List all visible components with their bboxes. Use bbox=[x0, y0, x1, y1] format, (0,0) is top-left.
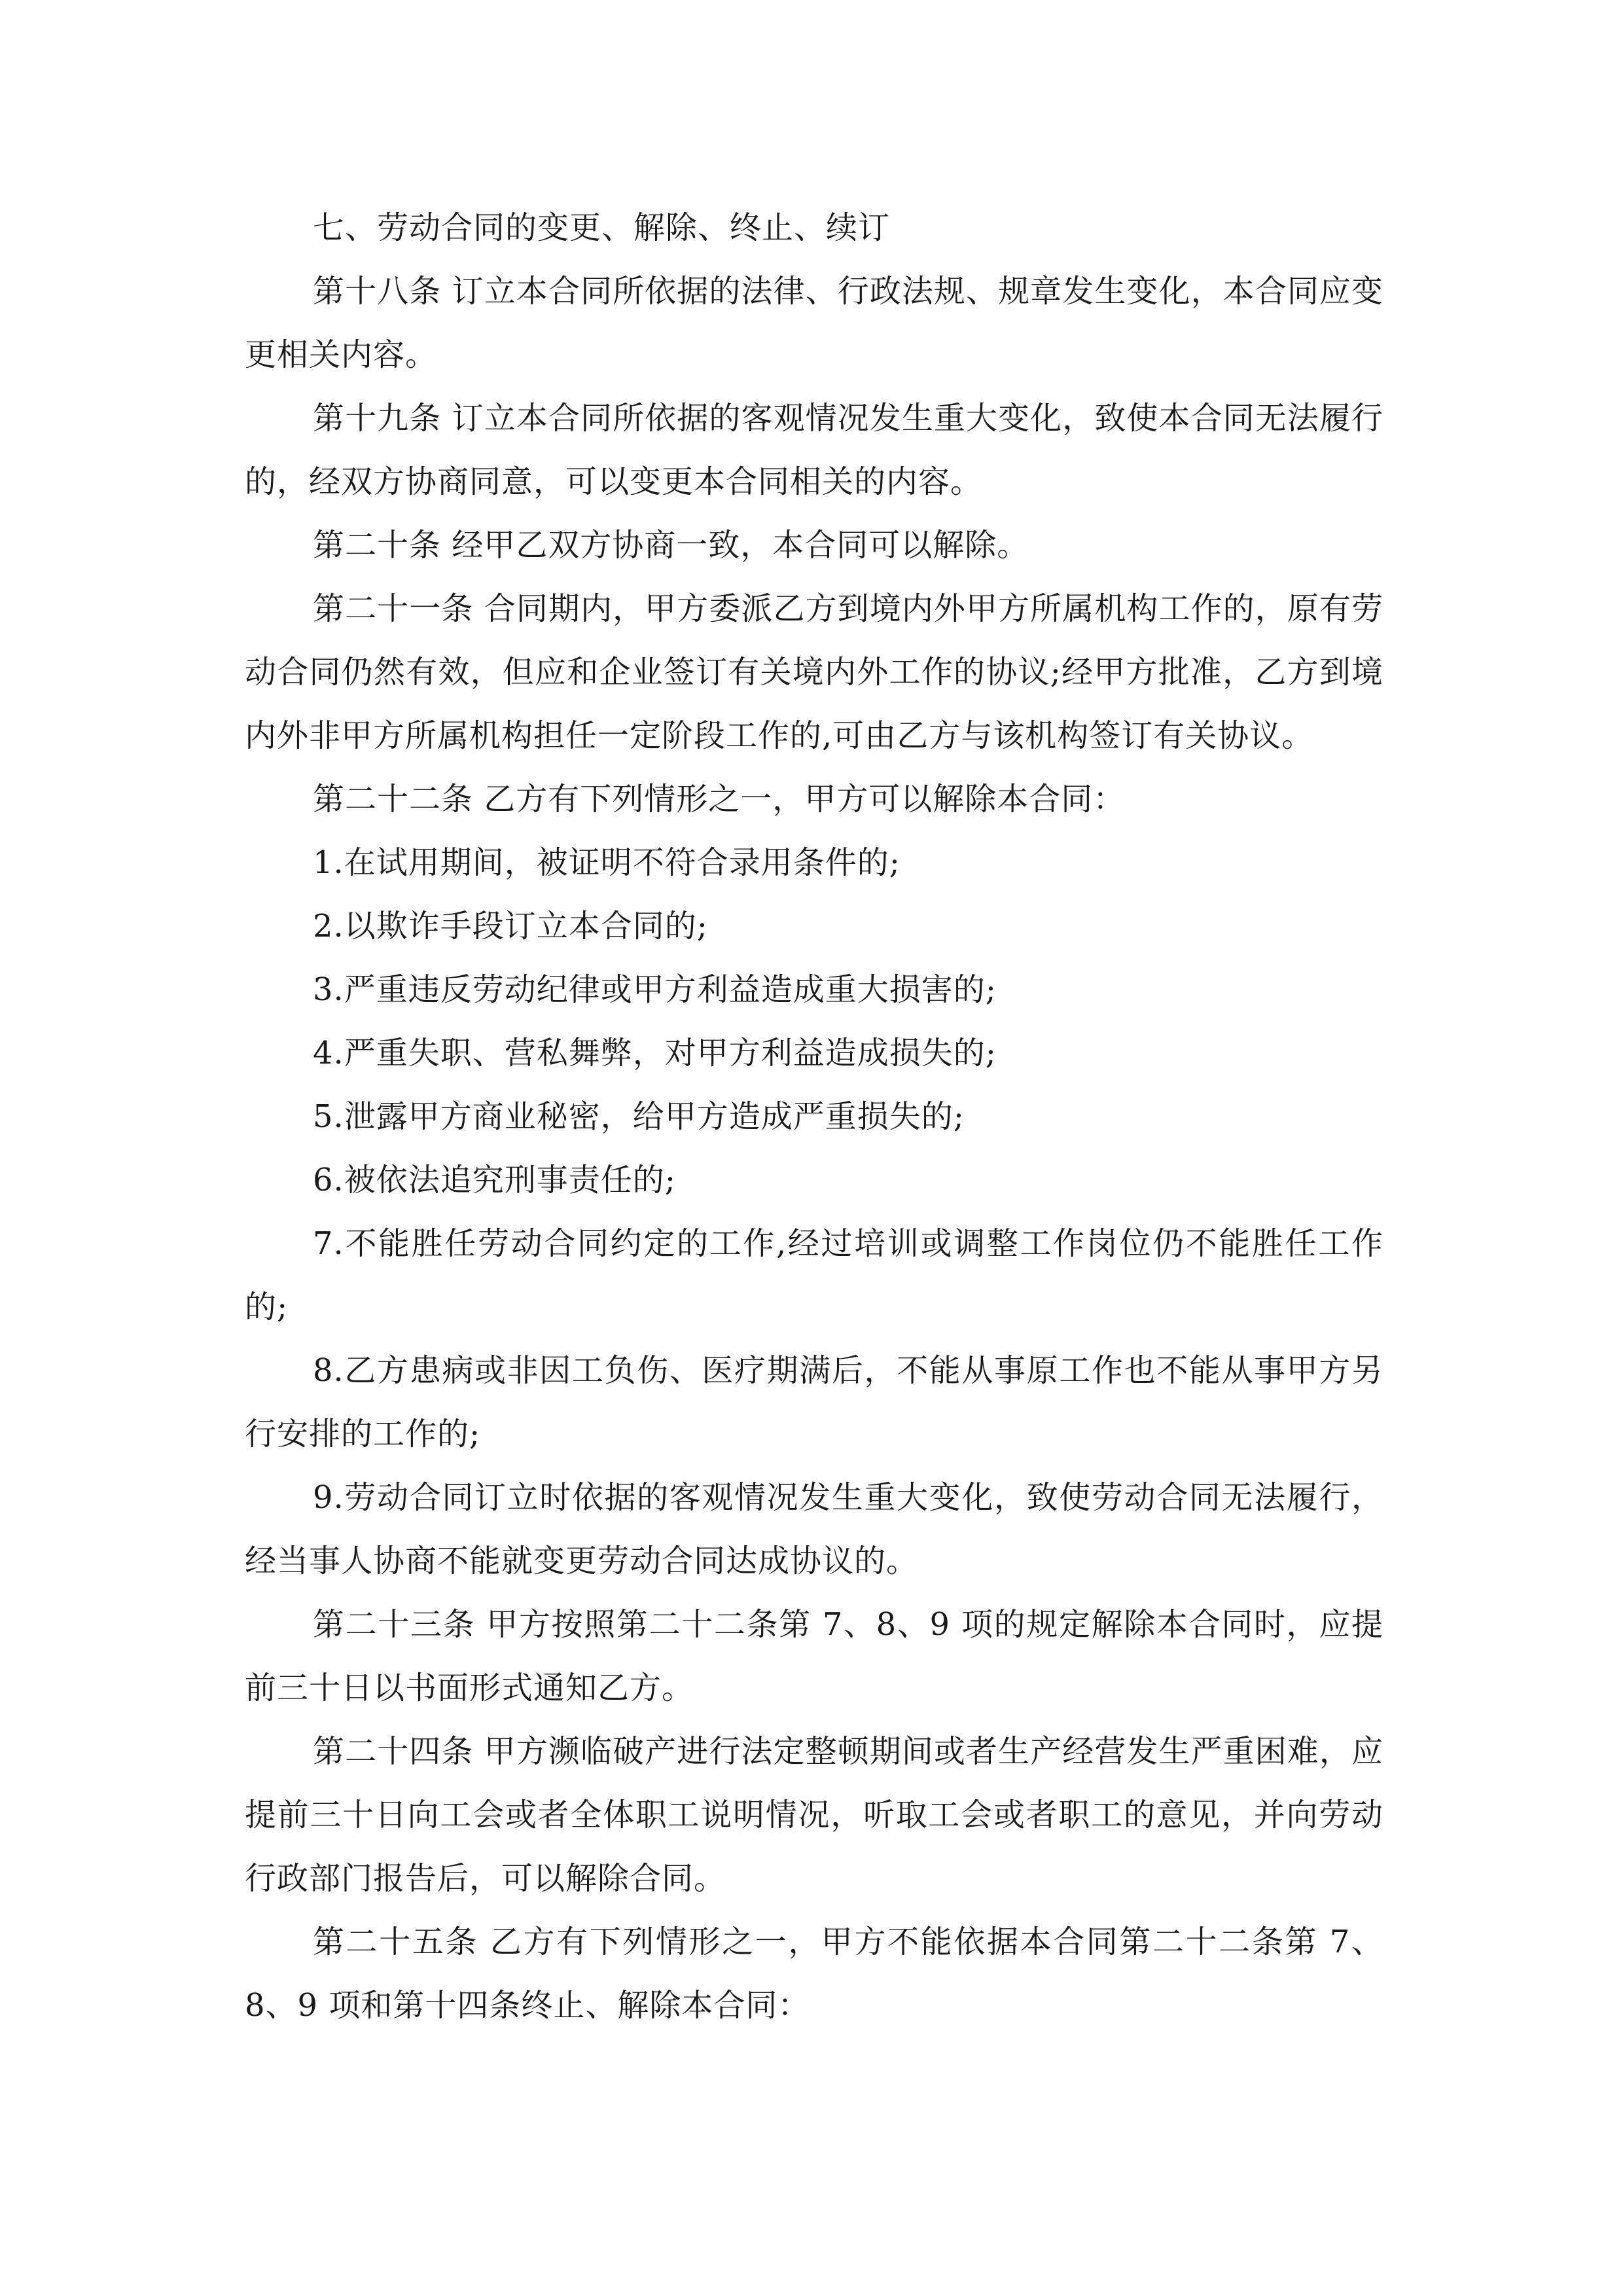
list-item-7: 7.不能胜任劳动合同约定的工作,经过培训或调整工作岗位仍不能胜任工作的; bbox=[245, 1225, 1383, 1325]
list-item-4: 4.严重失职、营私舞弊，对甲方利益造成损失的; bbox=[313, 1035, 997, 1071]
list-item-1: 1.在试用期间，被证明不符合录用条件的; bbox=[313, 844, 901, 881]
article-23: 第二十三条 甲方按照第二十二条第 7、8、9 项的规定解除本合同时，应提前三十日以书面形式通知乙方。 bbox=[245, 1606, 1383, 1706]
list-item-3: 3.严重违反劳动纪律或甲方利益造成重大损害的; bbox=[313, 971, 997, 1008]
list-item-6: 6.被依法追究刑事责任的; bbox=[313, 1162, 676, 1198]
article-24: 第二十四条 甲方濒临破产进行法定整顿期间或者生产经营发生严重困难，应提前三十日向工会或者全体职工说明情况，听取工会或者职工的意见，并向劳动行政部门报告后，可以解除合同。 bbox=[245, 1733, 1383, 1897]
article-20: 第二十条 经甲乙双方协商一致，本合同可以解除。 bbox=[313, 527, 1029, 564]
list-item-8: 8.乙方患病或非因工负伤、医疗期满后，不能从事原工作也不能从事甲方另行安排的工作的; bbox=[245, 1352, 1383, 1452]
list-item-9: 9.劳动合同订立时依据的客观情况发生重大变化，致使劳动合同无法履行，经当事人协商不能就变更劳动合同达成协议的。 bbox=[245, 1479, 1383, 1579]
article-18: 第十八条 订立本合同所依据的法律、行政法规、规章发生变化，本合同应变更相关内容。 bbox=[245, 273, 1383, 373]
article-21: 第二十一条 合同期内，甲方委派乙方到境内外甲方所属机构工作的，原有劳动合同仍然有效，但应和企业签订有关境内外工作的协议;经甲方批准，乙方到境内外非甲方所属机构担任一定阶段工作的,可由乙方与该机构签订有关协议。 bbox=[245, 590, 1383, 754]
article-19: 第十九条 订立本合同所依据的客观情况发生重大变化，致使本合同无法履行的，经双方协商同意，可以变更本合同相关的内容。 bbox=[245, 400, 1383, 500]
list-item-5: 5.泄露甲方商业秘密，给甲方造成严重损失的; bbox=[313, 1098, 965, 1135]
article-22: 第二十二条 乙方有下列情形之一，甲方可以解除本合同： bbox=[313, 781, 1126, 817]
list-item-2: 2.以欺诈手段订立本合同的; bbox=[313, 908, 708, 944]
section-heading: 七、劳动合同的变更、解除、终止、续订 bbox=[313, 209, 891, 246]
article-25: 第二十五条 乙方有下列情形之一，甲方不能依据本合同第二十二条第 7、8、9 项和第十四条终止、解除本合同： bbox=[245, 1924, 1383, 2024]
document-body bbox=[245, 196, 1383, 2037]
